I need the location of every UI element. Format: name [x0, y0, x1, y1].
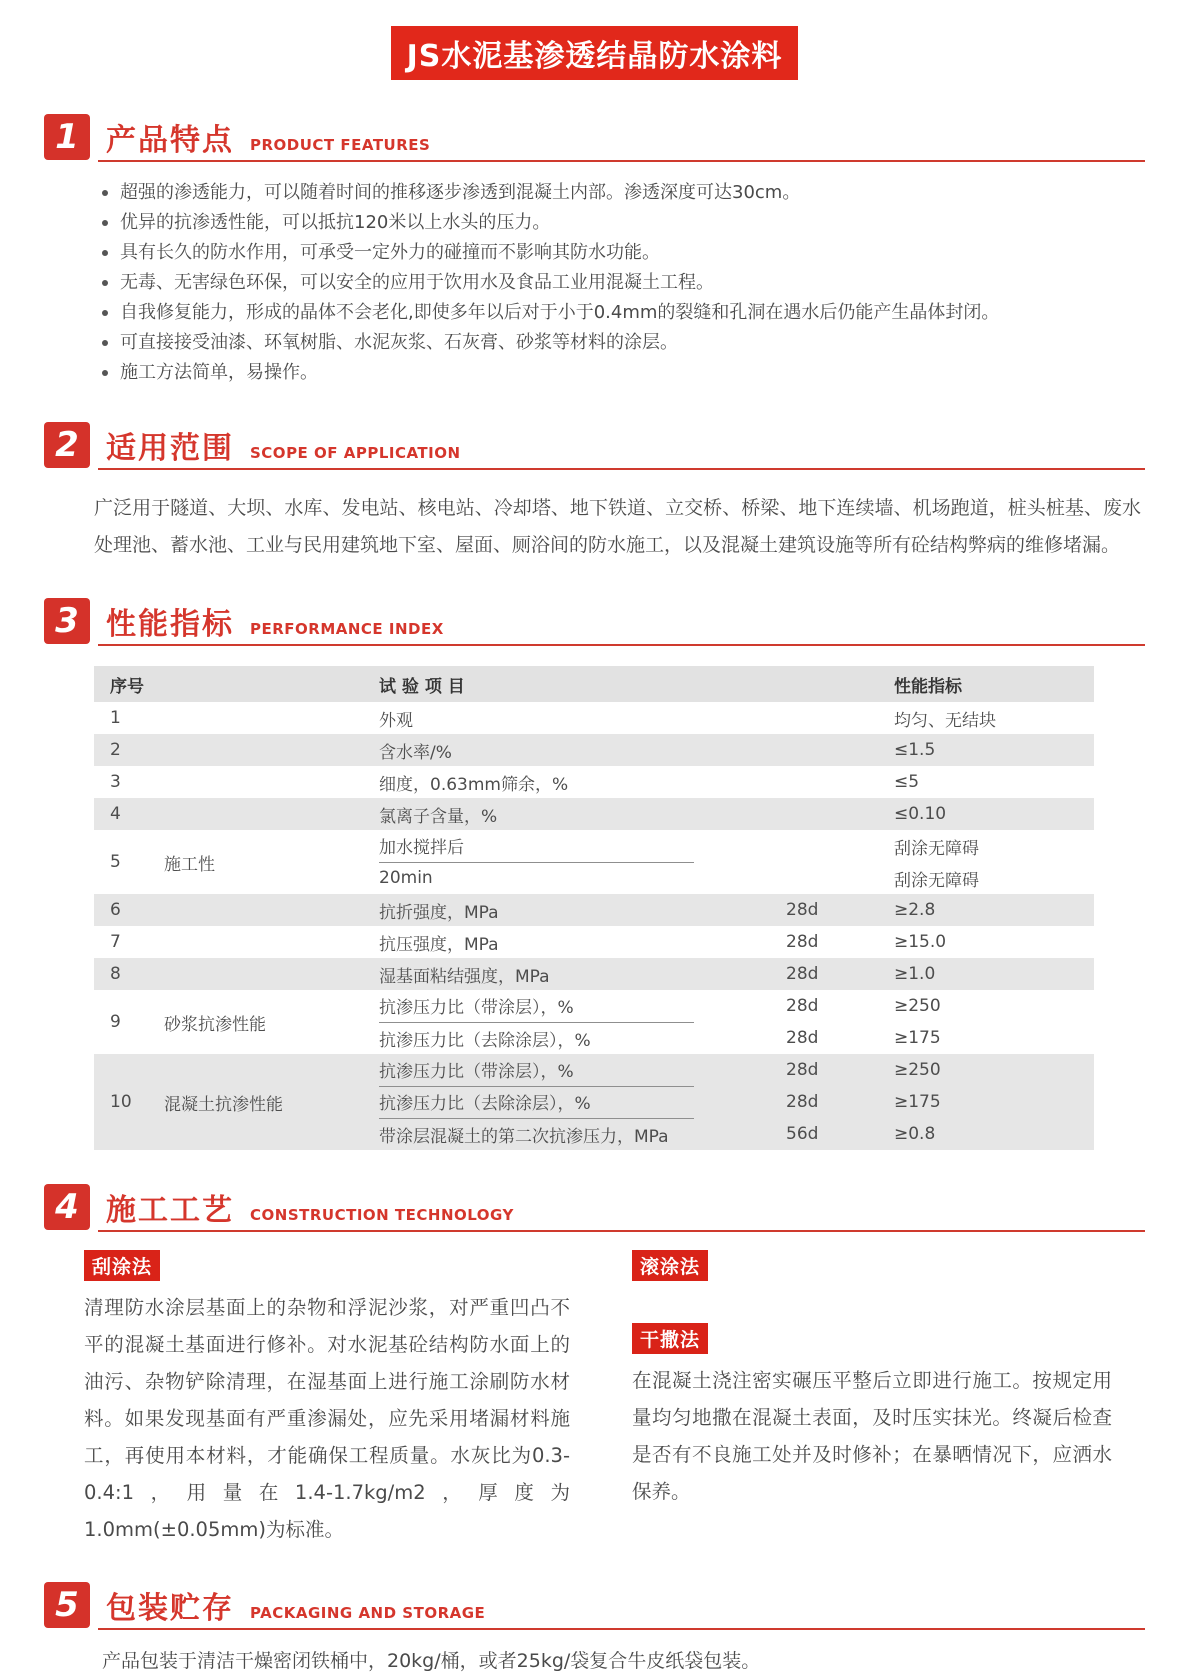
- cell-index-value: 均匀、无结块: [894, 710, 996, 731]
- section-number-badge: 3: [44, 598, 90, 644]
- method-text: 清理防水涂层基面上的杂物和浮泥沙浆，对严重凹凸不平的混凝土基面进行修补。对水泥基砼结构防水面上的油污、杂物铲除清理，在湿基面上进行施工涂刷防水材料。如果发现基面有严重渗漏处，应先采用堵漏材料施工，再使用本材料，才能确保工程质量。水灰比为0.3-0.4:1，用量在1.4-1.7kg/m2，厚度为1.0mm(±0.05mm)为标准。: [84, 1296, 570, 1541]
- cell-test-item: 加水搅拌后: [379, 830, 694, 863]
- feature-item: 无毒、无害绿色环保，可以安全的应用于饮用水及食品工业用混凝土工程。: [102, 268, 1135, 298]
- performance-table-body: [94, 702, 1094, 1150]
- cell-index-value: ≥175: [894, 1028, 941, 1048]
- section-title-cn: 产品特点: [106, 123, 234, 158]
- cell-test-item: 细度，0.63mm筛余，%: [379, 774, 569, 795]
- header-item: 试 验 项 目: [379, 676, 465, 697]
- cell-age: 56d: [786, 1124, 819, 1144]
- section-header-performance: [44, 598, 1145, 646]
- cell-items: [379, 958, 1094, 990]
- cell-no: 8: [110, 964, 121, 984]
- cell-items: [379, 1054, 1094, 1150]
- cell-test-item: 外观: [379, 710, 413, 731]
- cell-index-value: ≤5: [894, 772, 920, 792]
- cell-items: [379, 766, 1094, 798]
- header-index: 性能指标: [894, 676, 962, 697]
- table-sub-row: [379, 830, 1094, 862]
- table-sub-row: [379, 894, 1094, 926]
- table-row: [94, 1054, 1094, 1150]
- cell-age: 28d: [786, 1060, 819, 1080]
- table-header-row: [94, 666, 1094, 702]
- cell-age: 28d: [786, 932, 819, 952]
- cell-age: 28d: [786, 996, 819, 1016]
- table-row: [94, 894, 1094, 926]
- table-sub-row: [379, 766, 1094, 798]
- feature-item: 可直接接受油漆、环氧树脂、水泥灰浆、石灰膏、砂浆等材料的涂层。: [102, 328, 1135, 358]
- cell-index-value: ≥1.0: [894, 964, 936, 984]
- table-sub-row: [379, 1022, 1094, 1054]
- table-sub-row: [379, 990, 1094, 1022]
- section-underline: [98, 160, 1145, 162]
- cell-test-item: 抗渗压力比（去除涂层），%: [379, 1030, 591, 1051]
- table-sub-row: [379, 1086, 1094, 1118]
- cell-index-value: ≥2.8: [894, 900, 936, 920]
- table-sub-row: [379, 958, 1094, 990]
- section-title-en: SCOPE OF APPLICATION: [250, 444, 461, 462]
- table-sub-row: [379, 926, 1094, 958]
- cell-no: 9: [110, 1012, 121, 1032]
- cell-test-item: 抗渗压力比（带涂层），%: [379, 990, 694, 1023]
- table-row: [94, 830, 1094, 894]
- cell-test-item: 带涂层混凝土的第二次抗渗压力，MPa: [379, 1126, 669, 1147]
- cell-items: [379, 926, 1094, 958]
- table-sub-row: [379, 1054, 1094, 1086]
- method-dry-sprinkle: [632, 1323, 1112, 1510]
- section-title-cn: 适用范围: [106, 431, 234, 466]
- table-sub-row: [379, 734, 1094, 766]
- table-row: [94, 926, 1094, 958]
- table-row: [94, 798, 1094, 830]
- table-sub-row: [379, 862, 1094, 894]
- product-title-banner: JS水泥基渗透结晶防水涂料: [391, 26, 799, 80]
- cell-no: 6: [110, 900, 121, 920]
- cell-index-value: 刮涂无障碍: [894, 870, 979, 891]
- section-underline: [98, 1628, 1145, 1630]
- cell-index-value: ≥250: [894, 1060, 941, 1080]
- section-number-badge: 1: [44, 114, 90, 160]
- section-title-en: CONSTRUCTION TECHNOLOGY: [250, 1206, 514, 1224]
- cell-no: 1: [110, 708, 121, 728]
- method-scrape: [84, 1250, 570, 1548]
- feature-item: 超强的渗透能力，可以随着时间的推移逐步渗透到混凝土内部。渗透深度可达30cm。: [102, 178, 1135, 208]
- cell-items: [379, 702, 1094, 734]
- cell-items: [379, 894, 1094, 926]
- construction-column-left: [84, 1250, 570, 1548]
- cell-index-value: ≥175: [894, 1092, 941, 1112]
- table-sub-row: [379, 798, 1094, 830]
- feature-list: [44, 178, 1145, 388]
- feature-item: 具有长久的防水作用，可承受一定外力的碰撞而不影响其防水功能。: [102, 238, 1135, 268]
- cell-group: 施工性: [164, 854, 215, 875]
- cell-items: [379, 990, 1094, 1054]
- section-title-cn: 施工工艺: [106, 1193, 234, 1228]
- section-title-en: PERFORMANCE INDEX: [250, 620, 444, 638]
- packaging-paragraph: 产品包装于清洁干燥密闭铁桶中，20kg/桶，或者25kg/袋复合牛皮纸袋包装。: [102, 1650, 761, 1672]
- construction-column-right: [632, 1250, 1112, 1548]
- section-underline: [98, 644, 1145, 646]
- table-sub-row: [379, 1118, 1094, 1150]
- cell-age: 28d: [786, 1028, 819, 1048]
- section-underline: [98, 1230, 1145, 1232]
- feature-item: 自我修复能力，形成的晶体不会老化,即使多年以后对于小于0.4mm的裂缝和孔洞在遇水后仍能产生晶体封闭。: [102, 298, 1135, 328]
- section-number-badge: 2: [44, 422, 90, 468]
- table-row: [94, 958, 1094, 990]
- cell-group: 混凝土抗渗性能: [164, 1094, 283, 1115]
- cell-no: 10: [110, 1092, 132, 1112]
- method-roll: [632, 1250, 1112, 1281]
- construction-columns: [44, 1250, 1145, 1548]
- cell-no: 7: [110, 932, 121, 952]
- cell-test-item: 湿基面粘结强度，MPa: [379, 966, 550, 987]
- table-row: [94, 734, 1094, 766]
- cell-no: 3: [110, 772, 121, 792]
- cell-test-item: 含水率/%: [379, 742, 452, 763]
- section-title-en: PRODUCT FEATURES: [250, 136, 431, 154]
- section-number-badge: 4: [44, 1184, 90, 1230]
- section-header-scope: [44, 422, 1145, 470]
- table-sub-row: [379, 702, 1094, 734]
- cell-items: [379, 734, 1094, 766]
- header-no: 序号: [110, 676, 144, 697]
- method-badge: 刮涂法: [84, 1250, 160, 1281]
- cell-index-value: ≥0.8: [894, 1124, 936, 1144]
- cell-items: [379, 830, 1094, 894]
- scope-paragraph: 广泛用于隧道、大坝、水库、发电站、核电站、冷却塔、地下铁道、立交桥、桥梁、地下连续墙、机场跑道，桩头桩基、废水处理池、蓄水池、工业与民用建筑地下室、屋面、厕浴间的防水施工，以及混凝土建筑设施等所有砼结构弊病的维修堵漏。: [94, 497, 1141, 556]
- feature-item: 施工方法简单，易操作。: [102, 358, 1135, 388]
- cell-index-value: ≥15.0: [894, 932, 947, 952]
- cell-group: 砂浆抗渗性能: [164, 1014, 266, 1035]
- section-title-en: PACKAGING AND STORAGE: [250, 1604, 486, 1622]
- cell-age: 28d: [786, 964, 819, 984]
- feature-item: 优异的抗渗透性能，可以抵抗120米以上水头的压力。: [102, 208, 1135, 238]
- method-badge: 干撒法: [632, 1323, 708, 1354]
- section-number-badge: 5: [44, 1582, 90, 1628]
- datasheet-page: [0, 26, 1189, 1673]
- section-title-cn: 性能指标: [106, 607, 234, 642]
- section-header-packaging: [44, 1582, 1145, 1630]
- cell-no: 4: [110, 804, 121, 824]
- cell-test-item: 抗渗压力比（带涂层），%: [379, 1054, 694, 1087]
- cell-age: 28d: [786, 1092, 819, 1112]
- section-underline: [98, 468, 1145, 470]
- cell-index-value: ≤0.10: [894, 804, 947, 824]
- cell-index-value: ≤1.5: [894, 740, 936, 760]
- cell-no: 5: [110, 852, 121, 872]
- table-row: [94, 990, 1094, 1054]
- cell-test-item: 抗压强度，MPa: [379, 934, 499, 955]
- cell-test-item: 20min: [379, 868, 433, 888]
- cell-test-item: 抗折强度，MPa: [379, 902, 499, 923]
- cell-index-value: 刮涂无障碍: [894, 838, 979, 859]
- performance-table: [94, 666, 1094, 1150]
- table-row: [94, 766, 1094, 798]
- cell-no: 2: [110, 740, 121, 760]
- cell-test-item: 氯离子含量，%: [379, 806, 498, 827]
- method-badge: 滚涂法: [632, 1250, 708, 1281]
- method-text: 在混凝土浇注密实碾压平整后立即进行施工。按规定用量均匀地撒在混凝土表面，及时压实抹光。终凝后检查是否有不良施工处并及时修补；在暴晒情况下，应洒水保养。: [632, 1369, 1112, 1503]
- cell-index-value: ≥250: [894, 996, 941, 1016]
- section-header-features: [44, 114, 1145, 162]
- section-header-construction: [44, 1184, 1145, 1232]
- cell-items: [379, 798, 1094, 830]
- table-row: [94, 702, 1094, 734]
- section-title-cn: 包装贮存: [106, 1591, 234, 1626]
- cell-age: 28d: [786, 900, 819, 920]
- cell-test-item: 抗渗压力比（去除涂层），%: [379, 1086, 694, 1119]
